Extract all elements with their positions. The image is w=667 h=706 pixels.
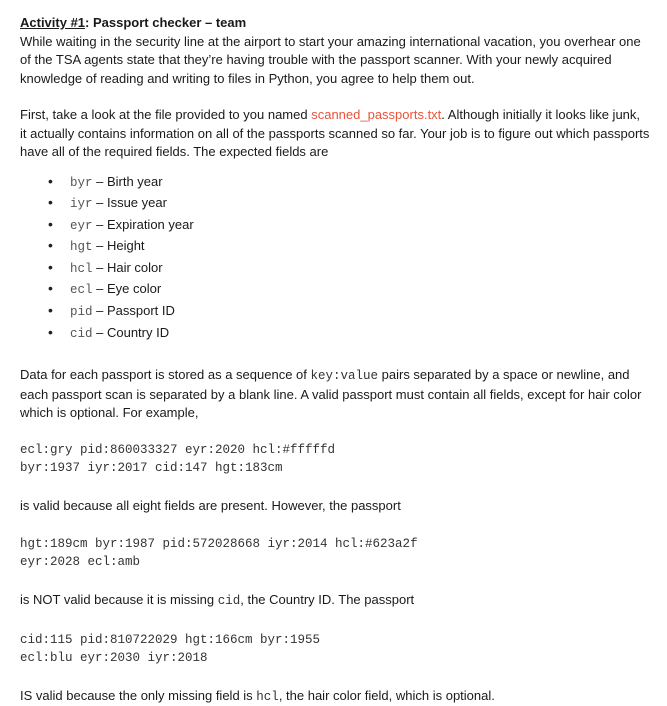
- valid-3-text: [20, 687, 650, 706]
- intro-paragraph: While waiting in the security line at the airport to start your amazing international vacation, you overhear one of the TSA agents state that they’re having trouble with the passport scanner. With your newly acquired knowledge of reading and writing to files in Python, you agree to help them out.: [20, 33, 641, 86]
- invalid-2-text: [20, 591, 650, 611]
- list-item: [50, 279, 667, 301]
- field-desc: – Passport ID: [92, 303, 175, 319]
- code-line: byr:1937 iyr:2017 cid:147 hgt:183cm: [20, 460, 283, 475]
- field-code: cid: [70, 326, 93, 341]
- example-passport-1: [20, 441, 667, 477]
- field-code: byr: [70, 175, 93, 190]
- activity-name: : Passport checker – team: [85, 15, 247, 30]
- field-desc: – Birth year: [92, 173, 163, 189]
- invalid-text-after: , the Country ID. The passport: [240, 592, 415, 608]
- invalid-text-before: is NOT valid because it is missing: [20, 592, 218, 608]
- field-code: iyr: [70, 197, 93, 212]
- filename-link: scanned_passports.txt: [311, 107, 442, 122]
- activity-number: Activity #1: [20, 15, 86, 30]
- key-value-code: key:value: [310, 369, 379, 384]
- data-text-before: Data for each passport is stored as a sequence of: [20, 367, 311, 383]
- field-desc: – Country ID: [92, 324, 170, 340]
- field-code: hgt: [70, 240, 93, 255]
- first-paragraph: [20, 106, 650, 162]
- code-line: ecl:blu eyr:2030 iyr:2018: [20, 650, 208, 665]
- field-desc: – Hair color: [92, 259, 163, 275]
- list-item: [50, 323, 667, 345]
- field-code: hcl: [70, 261, 93, 276]
- valid3-text-after: , the hair color field, which is optional.: [278, 687, 495, 703]
- data-paragraph: [20, 366, 650, 423]
- list-item: [50, 172, 667, 194]
- field-code: ecl: [70, 283, 93, 298]
- fields-list: [20, 172, 667, 345]
- example-passport-2: [20, 535, 667, 571]
- field-code: pid: [70, 305, 93, 320]
- cid-code: cid: [217, 594, 241, 609]
- field-desc: – Expiration year: [92, 216, 194, 232]
- field-desc: – Eye color: [92, 281, 162, 297]
- example-passport-3: [20, 631, 667, 667]
- valid-1-text: is valid because all eight fields are present. However, the passport: [20, 497, 401, 513]
- list-item: [50, 236, 667, 258]
- list-item: [50, 258, 667, 280]
- field-desc: – Height: [92, 238, 145, 254]
- list-item: [50, 193, 667, 215]
- code-line: cid:115 pid:810722029 hgt:166cm byr:1955: [20, 632, 321, 647]
- valid3-text-before: IS valid because the only missing field is: [20, 687, 257, 703]
- activity-title: [20, 14, 650, 33]
- data-text-after: pairs separated by a space or newline, and each passport scan is separated by a blank line. A valid passport must contain all fields, except for hair color which is optional. For example,: [20, 367, 642, 421]
- field-code: eyr: [70, 218, 93, 233]
- hcl-code: hcl: [256, 689, 279, 704]
- code-line: hgt:189cm byr:1987 pid:572028668 iyr:2014 hcl:#623a2f: [20, 537, 418, 552]
- first-text-before: First, take a look at the file provided to you named: [20, 107, 312, 122]
- code-line: ecl:gry pid:860033327 eyr:2020 hcl:#fffffd: [20, 442, 336, 457]
- first-text-after: . Although initially it looks like junk, it actually contains information on all of the passports scanned so far. Your job is to figure out which passports have all of the required fields. The expected fields are: [20, 107, 650, 159]
- field-desc: – Issue year: [92, 195, 167, 211]
- code-line: eyr:2028 ecl:amb: [20, 555, 141, 570]
- list-item: [50, 215, 667, 237]
- list-item: [50, 301, 667, 323]
